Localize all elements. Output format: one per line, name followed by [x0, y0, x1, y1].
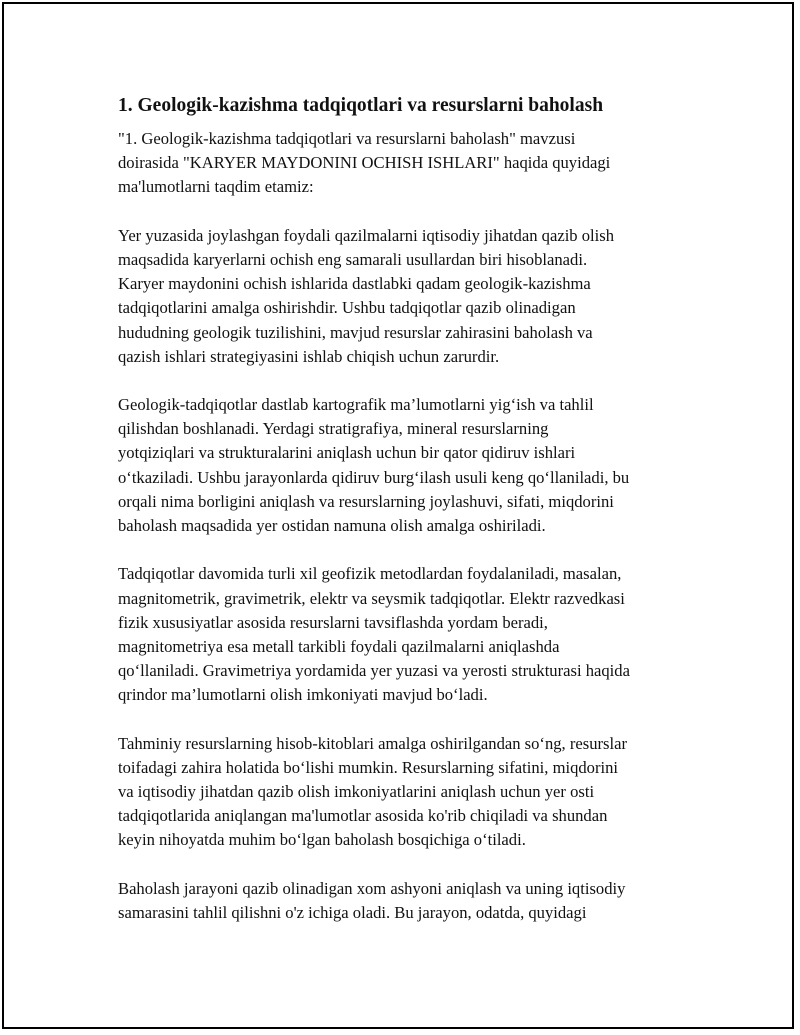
paragraph-line: Baholash jarayoni qazib olinadigan xom ashyoni aniqlash va uning iqtisodiy [118, 878, 626, 898]
paragraph-line: keyin nihoyatda muhim bo‘lgan baholash bosqichiga o‘tiladi. [118, 830, 526, 850]
paragraph-line: samarasini tahlil qilishni o'z ichiga oladi. Bu jarayon, odatda, quyidagi [118, 903, 587, 922]
document-title: 1. Geologik-kazishma tadqiqotlari va resurslarni baholash [118, 95, 604, 116]
paragraph-line: qo‘llaniladi. Gravimetriya yordamida yer yuzasi va yerosti strukturasi haqida [118, 661, 630, 681]
paragraph-4 [118, 562, 698, 707]
paragraph-line: Karyer maydonini ochish ishlarida dastlabki qadam geologik-kazishma [118, 274, 591, 294]
paragraph-line: "1. Geologik-kazishma tadqiqotlari va resurslarni baholash" mavzusi [118, 129, 576, 148]
paragraph-line: magnitometriya esa metall tarkibli foydali qazilmalarni aniqlashda [118, 636, 560, 656]
paragraph-line: tadqiqotlarida aniqlangan ma'lumotlar asosida ko'rib chiqiladi va shundan [118, 806, 608, 826]
paragraph-line: magnitometrik, gravimetrik, elektr va seysmik tadqiqotlar. Elektr razvedkasi [118, 588, 625, 608]
paragraph-line: qrindor ma’lumotlarni olish imkoniyati mavjud bo‘ladi. [118, 685, 488, 705]
paragraph-line: Yer yuzasida joylashgan foydali qazilmalarni iqtisodiy jihatdan qazib olish [118, 225, 615, 245]
paragraphs-container [118, 127, 698, 925]
paragraph-line: doirasida "KARYER MAYDONINI OCHISH ISHLARI" haqida quyidagi [118, 153, 611, 173]
paragraph-gap [118, 853, 698, 877]
paragraph-line: fizik xususiyatlar asosida resurslarni tavsiflashda yordam beradi, [118, 612, 548, 632]
paragraph-line: hududning geologik tuzilishini, mavjud resurslar zahirasini baholash va [118, 322, 593, 342]
paragraph-5 [118, 732, 698, 853]
paragraph-line: Tahminiy resurslarning hisob-kitoblari amalga oshirilgandan so‘ng, resurslar [118, 733, 627, 753]
document-body [118, 92, 698, 925]
paragraph-line: Geologik-tadqiqotlar dastlab kartografik ma’lumotlarni yig‘ish va tahlil [118, 395, 594, 415]
paragraph-gap [118, 708, 698, 732]
paragraph-gap [118, 538, 698, 562]
paragraph-3 [118, 393, 698, 538]
paragraph-line: yotqiziqlari va strukturalarini aniqlash uchun bir qator qidiruv ishlari [118, 443, 576, 463]
paragraph-line: Tadqiqotlar davomida turli xil geofizik metodlardan foydalaniladi, masalan, [118, 564, 622, 584]
paragraph-line: toifadagi zahira holatida bo‘lishi mumkin. Resurslarning sifatini, miqdorini [118, 757, 619, 777]
paragraph-line: o‘tkaziladi. Ushbu jarayonlarda qidiruv burg‘ilash usuli keng qo‘llaniladi, bu [118, 467, 630, 487]
paragraph-line: tadqiqotlarini amalga oshirishdir. Ushbu tadqiqotlar qazib olinadigan [118, 298, 576, 318]
paragraph-line: baholash maqsadida yer ostidan namuna olish amalga oshiriladi. [118, 516, 546, 535]
paragraph-line: maqsadida karyerlarni ochish eng samarali usullardan biri hisoblanadi. [118, 249, 588, 269]
paragraph-line: qilishdan boshlanadi. Yerdagi stratigrafiya, mineral resurslarning [118, 419, 549, 439]
paragraph-gap [118, 200, 698, 224]
paragraph-1 [118, 127, 698, 200]
paragraph-line: va iqtisodiy jihatdan qazib olish imkoniyatlarini aniqlash uchun yer osti [118, 782, 595, 802]
paragraph-2 [118, 224, 698, 369]
paragraph-gap [118, 369, 698, 393]
paragraph-line: orqali nima borligini aniqlash va resurslarning joylashuvi, sifati, miqdorini [118, 491, 614, 511]
paragraph-line: qazish ishlari strategiyasini ishlab chiqish uchun zarurdir. [118, 346, 500, 366]
paragraph-line: ma'lumotlarni taqdim etamiz: [118, 177, 314, 197]
paragraph-6 [118, 877, 698, 925]
